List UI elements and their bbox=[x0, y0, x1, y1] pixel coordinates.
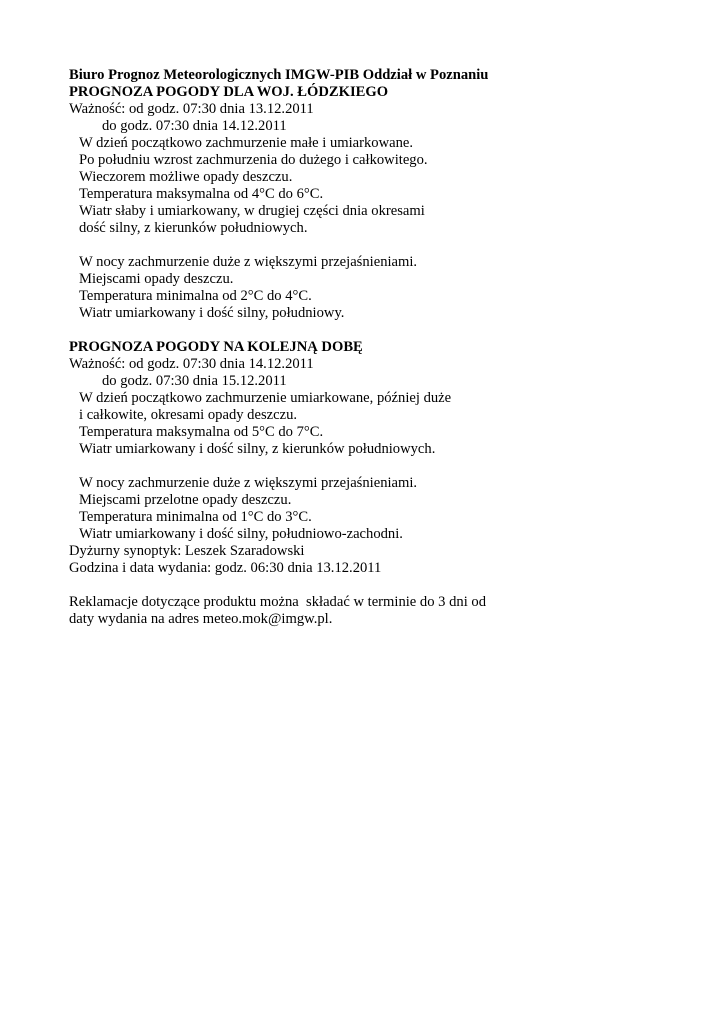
paragraph-gap bbox=[69, 458, 689, 475]
day-forecast-line: Temperatura maksymalna od 4°C do 6°C. bbox=[79, 186, 324, 202]
next-night-forecast-line: Temperatura minimalna od 1°C do 3°C. bbox=[79, 509, 312, 525]
paragraph-gap bbox=[69, 322, 689, 339]
complaints-note: daty wydania na adres meteo.mok@imgw.pl. bbox=[69, 611, 333, 627]
next-day-forecast-line: i całkowite, okresami opady deszczu. bbox=[79, 407, 298, 423]
paragraph-gap bbox=[69, 577, 689, 594]
next-day-forecast-line: Temperatura maksymalna od 5°C do 7°C. bbox=[79, 424, 324, 440]
day-forecast-line: Po południu wzrost zachmurzenia do dużego i całkowitego. bbox=[79, 152, 428, 168]
forecaster-name: Dyżurny synoptyk: Leszek Szaradowski bbox=[69, 543, 305, 559]
office-name: Biuro Prognoz Meteorologicznych IMGW-PIB Oddział w Poznaniu bbox=[69, 67, 489, 83]
forecast-title: PROGNOZA POGODY DLA WOJ. ŁÓDZKIEGO bbox=[69, 84, 389, 100]
day-forecast-line: W dzień początkowo zachmurzenie małe i umiarkowane. bbox=[79, 135, 414, 151]
day-forecast-line: dość silny, z kierunków południowych. bbox=[79, 220, 308, 236]
validity-to: do godz. 07:30 dnia 14.12.2011 bbox=[102, 118, 287, 134]
forecast-document bbox=[69, 67, 689, 628]
paragraph-gap bbox=[69, 237, 689, 254]
next-night-forecast-line: Miejscami przelotne opady deszczu. bbox=[79, 492, 292, 508]
next-day-forecast-line: Wiatr umiarkowany i dość silny, z kierunków południowych. bbox=[79, 441, 436, 457]
complaints-note: Reklamacje dotyczące produktu można składać w terminie do 3 dni od bbox=[69, 594, 486, 610]
issue-time: Godzina i data wydania: godz. 06:30 dnia 13.12.2011 bbox=[69, 560, 382, 576]
night-forecast-line: Miejscami opady deszczu. bbox=[79, 271, 234, 287]
next-day-forecast-line: W dzień początkowo zachmurzenie umiarkowane, później duże bbox=[79, 390, 452, 406]
next-night-forecast-line: Wiatr umiarkowany i dość silny, południowo-zachodni. bbox=[79, 526, 403, 542]
validity-from: Ważność: od godz. 07:30 dnia 13.12.2011 bbox=[69, 101, 314, 117]
day-forecast-line: Wiatr słaby i umiarkowany, w drugiej części dnia okresami bbox=[79, 203, 425, 219]
next-forecast-title: PROGNOZA POGODY NA KOLEJNĄ DOBĘ bbox=[69, 339, 363, 355]
day-forecast-line: Wieczorem możliwe opady deszczu. bbox=[79, 169, 293, 185]
next-validity-from: Ważność: od godz. 07:30 dnia 14.12.2011 bbox=[69, 356, 314, 372]
next-night-forecast-line: W nocy zachmurzenie duże z większymi przejaśnieniami. bbox=[79, 475, 418, 491]
night-forecast-line: W nocy zachmurzenie duże z większymi przejaśnieniami. bbox=[79, 254, 418, 270]
next-validity-to: do godz. 07:30 dnia 15.12.2011 bbox=[102, 373, 287, 389]
night-forecast-line: Wiatr umiarkowany i dość silny, południowy. bbox=[79, 305, 345, 321]
night-forecast-line: Temperatura minimalna od 2°C do 4°C. bbox=[79, 288, 312, 304]
